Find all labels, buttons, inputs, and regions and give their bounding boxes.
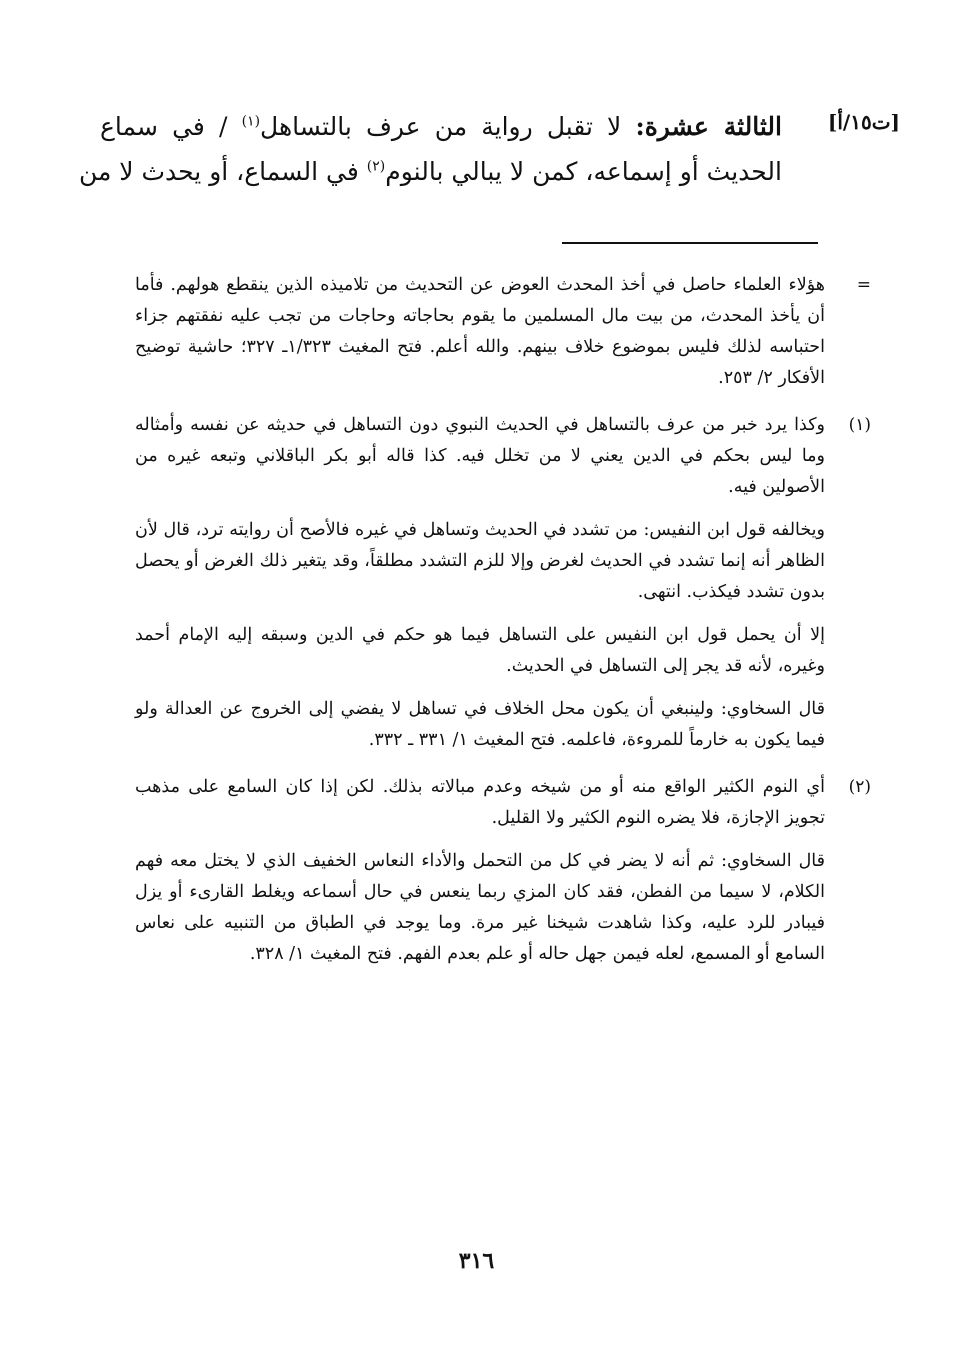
footnote-paragraph: ويخالفه قول ابن النفيس: من تشدد في الحديث وتساهل في غيره فالأصح أن روايته ترد، قال لأن الظاهر أنه إنما تشدد في الحديث لغرض وإلا للزم التشدد مطلقاً، وقد يتغير ذلك الغرض أو يحصل بدون تشدد فيكذب. انتهى. bbox=[135, 520, 825, 602]
continuation-marker: = bbox=[856, 275, 871, 295]
footnote-2 bbox=[135, 772, 871, 970]
main-line-2-end: في السماع، أو يحدث لا من bbox=[78, 157, 359, 186]
main-text-block bbox=[78, 104, 900, 194]
footnotes bbox=[135, 270, 871, 970]
footnote-paragraph: إلا أن يحمل قول ابن النفيس على التساهل فيما هو حكم في الدين وسبقه إليه الإمام أحمد وغيره، لأنه قد يجر إلى التساهل في الحديث. bbox=[135, 625, 825, 676]
footnote-paragraph: قال السخاوي: ولينبغي أن يكون محل الخلاف في تساهل لا يفضي إلى الخروج عن العدالة ولو فيما يكون به خارماً للمروءة، فاعلمه. فتح المغيث ١/ ٣٣١ ـ ٣٣٢. bbox=[135, 699, 825, 750]
main-line-1-text: لا تقبل رواية من عرف بالتساهل bbox=[260, 112, 622, 141]
footnote-1-marker: (١) bbox=[848, 415, 871, 435]
main-line-2 bbox=[78, 149, 782, 194]
footnote-paragraph: قال السخاوي: ثم أنه لا يضر في كل من التحمل والأداء النعاس الخفيف الذي لا يختل معه فهم الكلام، لا سيما من الفطن، فقد كان المزي ربما ينعس في حال أسماعه ويغلط القارىء أو يزل فيبادر للرد عليه، وكذا شاهدت شيخنا غير مرة. وما يوجد في الطباق من التنبيه على نعاس السامع أو المسمع، لعله فيمن جهل حاله أو علم بعدم الفهم. فتح المغيث ١/ ٣٢٨. bbox=[135, 851, 825, 964]
footnote-1 bbox=[135, 410, 871, 756]
footnote-paragraph: أي النوم الكثير الواقع منه أو من شيخه وعدم مبالاته بذلك. لكن إذا كان السامع على مذهب تجويز الإجازة، فلا يضره النوم الكثير ولا القليل. bbox=[135, 777, 825, 828]
footnote-paragraph: هؤلاء العلماء حاصل في أخذ المحدث العوض عن التحديث من تلاميذه الذين ينقطع هولهم. فأما أن يأخذ المحدث، من بيت مال المسلمين ما يقوم بحاجاته وحاجات من تجب عليه نفقتهم جزاء احتباسه لذلك فليس بموضوع خلاف بينهم. والله أعلم. فتح المغيث ١/٣٢٣ـ ٣٢٧؛ حاشية توضيح الأفكار ٢/ ٢٥٣. bbox=[135, 275, 825, 388]
main-line-2-text: الحديث أو إسماعه، كمن لا يبالي بالنوم bbox=[385, 157, 782, 186]
manuscript-folio-ref: [ت١٥/أ] bbox=[827, 110, 900, 134]
main-line-1 bbox=[100, 104, 782, 149]
main-line-1-end: / في سماع bbox=[100, 112, 228, 141]
main-text bbox=[78, 104, 782, 194]
footnote-continued bbox=[135, 270, 871, 394]
footnote-ref-2[interactable]: (٢) bbox=[366, 158, 386, 175]
page-number: ٣١٦ bbox=[458, 1248, 495, 1274]
footnote-ref-1[interactable]: (١) bbox=[241, 113, 261, 130]
footnote-separator bbox=[562, 242, 818, 244]
footnote-2-marker: (٢) bbox=[848, 777, 871, 797]
footnote-paragraph: وكذا يرد خبر من عرف بالتساهل في الحديث النبوي دون التساهل في حديثه عن نفسه وأمثاله وما ليس بحكم في الدين يعني لا من تخلل فيه. كذا قاله أبو بكر الباقلاني وتبعه غيره من الأصولين فيه. bbox=[135, 415, 825, 497]
section-heading: الثالثة عشرة: bbox=[635, 112, 782, 141]
